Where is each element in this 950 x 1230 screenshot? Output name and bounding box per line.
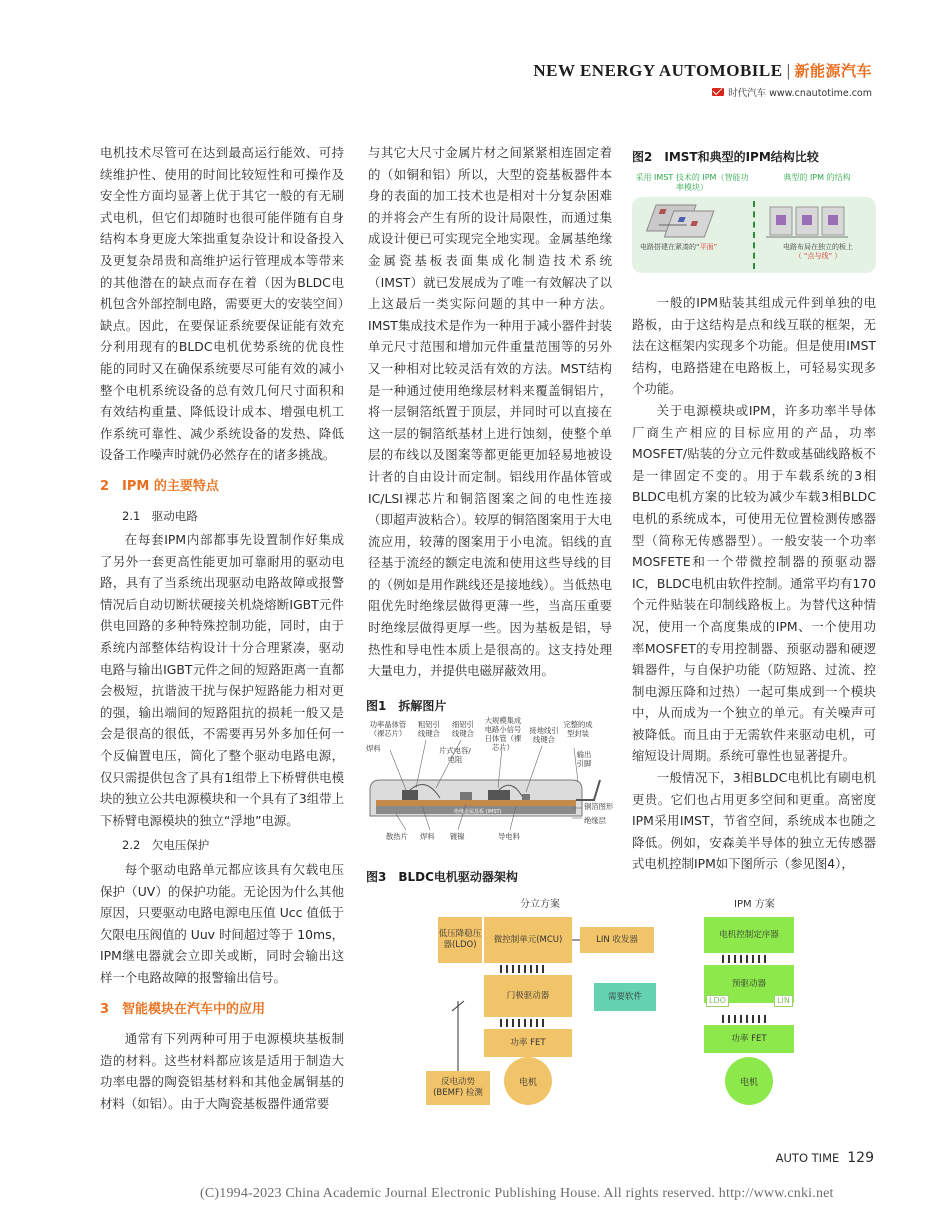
section-heading: 2 IPM 的主要特点 <box>100 478 219 494</box>
journal-title-cn: 新能源汽车 <box>794 62 872 80</box>
fig2-left-caption: 电路搭建在紧凑的“平面” <box>640 243 718 251</box>
software-block: 需要软件 <box>594 983 656 1011</box>
label-insulation: 绝缘层 <box>584 816 606 825</box>
ipm-solution-heading: IPM 方案 <box>734 899 775 910</box>
fig2-left-label: 采用 IMST 技术的 IPM（智能功率模块） <box>635 173 749 192</box>
label-heatsink: 散热片 <box>386 832 408 841</box>
paragraph: 通常有下列两种可用于电源模块基板制造的材料。这些材料都应该是适用于制造大功率电器的陶瓷铝基材料和其他金属铜基的材料（如铝）。由于大陶瓷基板器件通常要 <box>100 1031 344 1111</box>
fig2-divider <box>753 201 755 269</box>
ipm-predrv-pins <box>722 1015 766 1023</box>
ipm-ldo-tag: LDO <box>706 995 729 1007</box>
column-1 <box>100 142 344 1115</box>
label-copper-pattern: 铜箔图形 <box>584 802 614 811</box>
journal-title-en: NEW ENERGY AUTOMOBILE <box>533 61 783 80</box>
ldo-block: 低压降稳压器(LDO) <box>438 917 482 963</box>
figure-2-title: 图2 IMST和典型的IPM结构比较 <box>632 150 819 164</box>
figure-1-title: 图1 拆解图片 <box>366 699 447 713</box>
copyright-notice: (C)1994-2023 China Academic Journal Electronic Publishing House. All rights reserved. http://www.cnki.net <box>200 1186 834 1201</box>
discrete-solution-heading: 分立方案 <box>520 899 560 910</box>
label-lsi: 大规模集成电路小信号日体管（裸芯片） <box>484 716 522 752</box>
subsection-heading: 2.2 欠电压保护 <box>122 838 210 853</box>
figure-3-title: 图3 BLDC电机驱动器架构 <box>366 870 518 884</box>
column-3 <box>632 292 876 875</box>
bemf-block: 反电动势(BEMF) 检测 <box>426 1071 490 1105</box>
subsection-heading: 2.1 驱动电路 <box>122 508 198 523</box>
mcu-pins <box>500 965 544 973</box>
ipm-controller-block: 电机控制定序器 <box>704 917 794 953</box>
fig2-comparison-panel <box>632 197 876 273</box>
paragraph: 每个驱动电路单元都应该具有欠载电压保护（UV）的保护功能。无论因为什么其他原因，只要驱动电路电源电压值 Ucc 值低于欠限电压阀值的 Uuv 时间超过等于 10ms，IPM继电器就会立即关或断，同时会输出这样一个电路故障的报警输出信号。 <box>100 862 344 985</box>
ipm-motor-circle: 电机 <box>725 1057 773 1105</box>
figure-3 <box>366 868 886 1121</box>
gate-driver-block: 门极驱动器 <box>484 975 572 1017</box>
footer-label: AUTO TIME <box>775 1151 840 1165</box>
column-2 <box>368 142 612 682</box>
journal-subheader <box>712 85 872 99</box>
figure-1 <box>366 697 616 860</box>
paragraph: 电机技术尽管可在达到最高运行能效、可持续维护性、使用的时间比较短性和可操作及安全性方面均显著上优于其它一般的有无刷式电机，但它们却随时也很可能伴随有自身结构本身更庞大笨拙重复杂设计和设备投入及更复杂昂贵和高维护运行管理成本等带来的其他潜在的缺点而存在着（因为BLDC电机包含外部控制电路，需要更大的安装空间）缺点。因此，在要保证系统要保证能有效充分利用现有的BLDC电机优势系统的优良性能的同时又在确保系统要尽可能有效的减小整个电机系统设备的总有效几何尺寸面积和有效结构重量、降低设计成本、增强电机工作系统可靠性、减少系统设备的发热、降低设备工作噪声时就仍必然存在的诸多挑战。 <box>100 145 344 463</box>
label-full-mold: 完整的成型封装 <box>563 720 593 738</box>
label-output-pin: 输出引脚 <box>576 750 592 768</box>
page-footer <box>776 1150 874 1166</box>
paragraph: 一般的IPM贴装其组成元件到单独的电路板，由于这结构是点和线互联的框架，无法在这框架内实现多个功能。但是使用IMST结构，电路搭建在电路板上，可轻易实现多个功能。 <box>632 295 876 397</box>
label-gnd-wire: 接地线引线键合 <box>529 726 559 744</box>
ipm-predriver-block: 预驱动器 <box>704 965 794 1003</box>
label-al-wire-bond: 粗铝引线键合 <box>418 720 440 738</box>
figure-2 <box>632 148 877 273</box>
fig2-right-label: 典型的 IPM 的结构 <box>783 173 851 182</box>
journal-site: 时代汽车 www.cnautotime.com <box>728 88 872 99</box>
header-separator: | <box>786 61 791 80</box>
ipm-lin-tag: LIN <box>774 995 793 1007</box>
journal-header <box>533 60 872 81</box>
label-solder-bottom: 焊料 <box>420 832 435 841</box>
motor-circle: 电机 <box>504 1057 552 1105</box>
label-solder-top: 焊料 <box>366 744 381 753</box>
ipm-ctrl-pins <box>722 955 766 963</box>
label-nickel: 镀镍 <box>450 832 465 841</box>
gate-pins <box>500 1019 544 1027</box>
ipm-power-fet-block: 功率 FET <box>704 1025 794 1053</box>
label-power-transistor: 功率晶体管（裸芯片） <box>369 720 407 738</box>
paragraph: 关于电源模块或IPM，许多功率半导体厂商生产相应的目标应用的产品，功率MOSFET/贴装的分立元件数或基础线路板不是一律固定不变的。用于车载系统的3相BLDC电机方案的比较为减少车载3相BLDC电机的系统成本，可使用无位置检测传感器型（简称无传感器型）。一般安装一个功率MOSFETE和一个带微控制器的预驱动器IC，BLDC电机由软件控制。通常平均有170个元件贴装在印制线路板上。为替代这种情况，使用一个高度集成的IPM、一个使用功率MOSFET的专用控制器、预驱动器和硬逻辑器件，与自保护功能（防短路、过流、控制电源压降和过热）一起可集成到一个模块中，从而成为一个独立的单元。有关噪声可被降低。而且由于无需软件来驱动电机，可缩短设计周期。系统可靠性也显著提升。 <box>632 402 876 764</box>
mail-icon <box>712 88 724 96</box>
power-fet-block: 功率 FET <box>484 1029 572 1057</box>
label-thin-al-wire: 细铝引线键合 <box>452 720 474 738</box>
lin-block: LIN 收发器 <box>580 927 654 953</box>
paragraph: 一般情况下，3相BLDC电机比有刷电机更贵。它们也占用更多空间和更重。高密度IPM采用IMST，节省空间，系统成本也随之降低。例如，安森美半导体的独立无传感器式电机控制IPM如下图所示（参见图4）， <box>632 770 876 872</box>
page-number: 129 <box>847 1150 874 1166</box>
label-chip-cap: 片式电容/电阻 <box>439 746 471 764</box>
label-conductor: 导电料 <box>498 832 520 841</box>
section-heading: 3 智能模块在汽车中的应用 <box>100 1001 266 1017</box>
label-substrate: 绝缘金属基板 (IMST) <box>454 809 502 815</box>
fig1-diagram <box>366 716 616 860</box>
fig2-right-caption: 电路布局在独立的板上 （ “点与线” ） <box>783 243 853 260</box>
paragraph: 在每套IPM内部都事先设置制作好集成了另外一套更高性能更加可靠耐用的驱动电路，具有了当系统出现驱动电路故障或报警情况后自动切断状硬接关机烧熔断IGBT元件供电回路的多种特殊控制功能，同时，由于系统内部整体结构设计十分合理紧凑，驱动电路与输出IGBT元件之间的短路距离一直都会极短，抗谐波干扰与保护短路能力相对更的强，输出端间的短路阻抗的损耗一般又是会是很高的很低，不需要再另外多加任何一个反偏置电压，简化了整个驱动电路电源，仅只需提供包含了具有1组带上下桥臂供电模块的独立公共电源模块和一个具有了3组带上下桥臂电源模块的独立“浮地”电源。 <box>100 532 344 828</box>
mcu-block: 微控制单元(MCU) <box>484 917 572 963</box>
paragraph: 与其它大尺寸金属片材之间紧紧相连固定着的（如铜和铝）所以，大型的瓷基板器件本身的表面的加工技术也是相对十分复杂困难的并将会产生有所的设计局限性，而通过集成设计便已可实现完全地实现。金属基绝缘金属瓷基板表面集成化制造技术系统（IMST）就已发展成为了唯一有效解决了以上这最后一类实际问题的其中一种方法。IMST集成技术是作为一种用于减小器件封装单元尺寸范围和增加元件重量范围等的另外又一种相对比较灵活有效的方法。MST结构是一种通过使用绝缘层材料来覆盖铜铝片，将一层铜箔纸置于顶层，并同时可以直接在这一层的铜箔纸基材上进行蚀刻，使整个单层的布线以及图案等都更能更加轻易地被设计者的自由设计而定制。铝线用作晶体管或IC/LSI裸芯片和铜箔图案之间的电性连接（即超声波粘合）。较厚的铜箔图案用于大电流应用，较薄的图案用于小电流。铝线的直径基于流经的额定电流和使用这些导线的目的（例如是用作跳线还是接地线）。当低热电阻优先时绝缘层做得更薄一些，当高压重要时绝缘层做得更厚一些。因为基板是铝，导热性和导电性本质上是很高的。这支持处理大量电力，并提供电磁屏蔽效用。 <box>368 145 612 679</box>
